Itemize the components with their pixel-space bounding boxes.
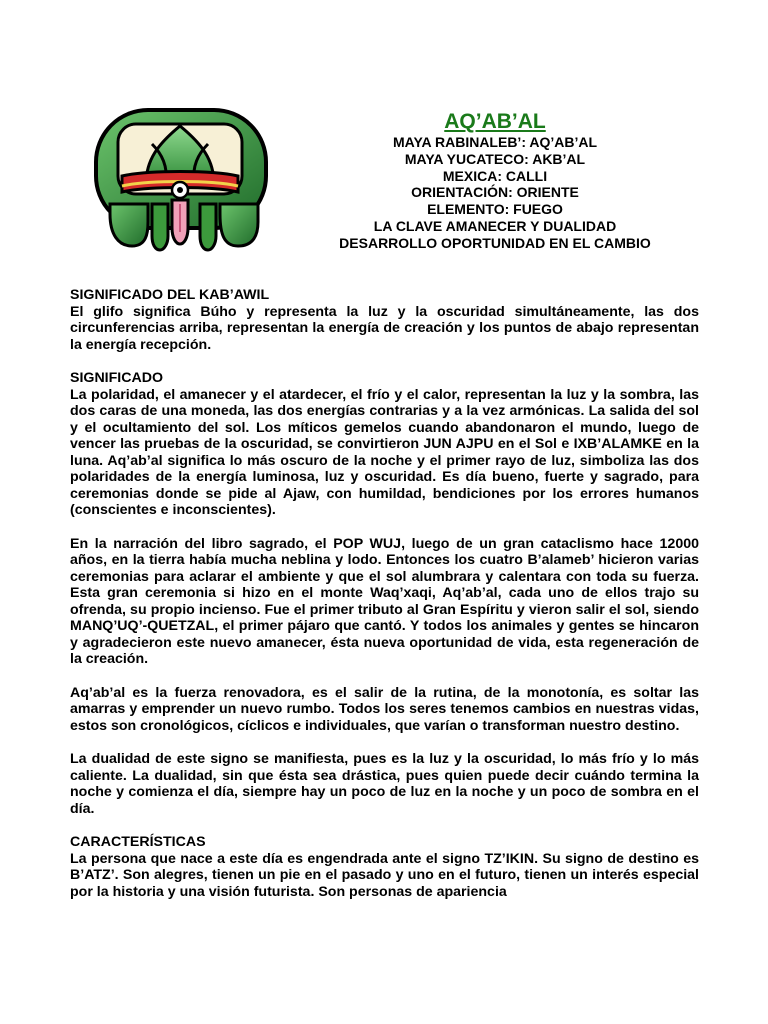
header-line-desarrollo: DESARROLLO OPORTUNIDAD EN EL CAMBIO xyxy=(339,234,651,251)
paragraph-caracteristicas: La persona que nace a este día es engendrada ante el signo TZ’IKIN. Su signo de destino es B’ATZ’. Son alegres, tienen un pie en el pasado y uno en el futuro, tienen un interés especial por la historia y una visión futurista. Son personas de apariencia xyxy=(70,850,699,900)
paragraph-pop-wuj: En la narración del libro sagrado, el POP WUJ, luego de un gran cataclismo hace 12000 años, en la tierra había mucha neblina y lodo. Entonces los cuatro B’alameb’ hicieron varias ceremonias para aclarar el ambiente y que el sol alumbrara y calentara con toda su fuerza. Esta gran ceremonia si hizo en el monte Waq’xaqi, Aq’ab’al, cada uno de ellos trajo su ofrenda, su propio incienso. Fue el primer tributo al Gran Espíritu y vieron salir el sol, siendo MANQ’UQ’-QUETZAL, el primer pájaro que cantó. Y todos los animales y gentes se hincaron y agradecieron este nuevo amanecer, ésta nueva oportunidad de vida, esta regeneración de la creación. xyxy=(70,535,699,667)
paragraph-dualidad: La dualidad de este signo se manifiesta, pues es la luz y la oscuridad, lo más frío y lo más caliente. La dualidad, sin que ésta sea drástica, pues quien puede decir cuándo termina la noche y comienza el día, siempre hay un poco de luz en la noche y un poco de sombra en el día. xyxy=(70,751,699,817)
header-line-elemento: ELEMENTO: FUEGO xyxy=(427,201,563,218)
header-line-yucateco: MAYA YUCATECO: AKB’AL xyxy=(404,150,586,167)
header-line-clave: LA CLAVE AMANECER Y DUALIDAD xyxy=(373,217,617,234)
aqabal-glyph-illustration xyxy=(88,104,278,264)
section-heading-caracteristicas: CARACTERÍSTICAS xyxy=(70,834,206,850)
paragraph-glifo: El glifo significa Búho y representa la luz y la oscuridad simultáneamente, las dos circunferencias arriba, representan la energía de creación y los puntos de abajo representan la energía recepción. xyxy=(70,303,699,353)
header-line-mexica: MEXICA: CALLI xyxy=(442,167,548,184)
header-line-orientacion: ORIENTACIÓN: ORIENTE xyxy=(411,184,579,201)
paragraph-fuerza-renovadora: Aq’ab’al es la fuerza renovadora, es el salir de la rutina, de la monotonía, es soltar las amarras y emprender un nuevo rumbo. Todos los seres tenemos cambios en nuestras vidas, estos son cronológicos, cíclicos e individuales, que varían o transforman nuestro destino. xyxy=(70,684,699,734)
header-block xyxy=(300,110,690,252)
page-title: AQ’AB’AL xyxy=(444,110,546,133)
paragraph-polaridad: La polaridad, el amanecer y el atardecer, el frío y el calor, representan la luz y la sombra, las dos caras de una moneda, las dos energías contrarias y a la vez armónicas. La salida del sol y el ocultamiento del sol. Los míticos gemelos cuando abandonaron el mundo, luego de vencer las pruebas de la oscuridad, se convirtieron JUN AJPU en el Sol e IXB’ALAMKE en la luna. Aq’ab’al significa lo más oscuro de la noche y el primer rayo de luz, simboliza las dos polaridades de la energía luminosa, luz y oscuridad. Es día bueno, fuerte y sagrado, para ceremonias donde se pide al Ajaw, con humildad, bendiciones por los errores humanos (conscientes e inconscientes). xyxy=(70,386,699,518)
header-line-rabinaleb: MAYA RABINALEB’: AQ’AB’AL xyxy=(392,134,598,150)
document-body xyxy=(70,287,699,900)
section-heading-significado-kabawil: SIGNIFICADO DEL KAB’AWIL xyxy=(70,287,270,303)
section-heading-significado: SIGNIFICADO xyxy=(70,370,164,386)
